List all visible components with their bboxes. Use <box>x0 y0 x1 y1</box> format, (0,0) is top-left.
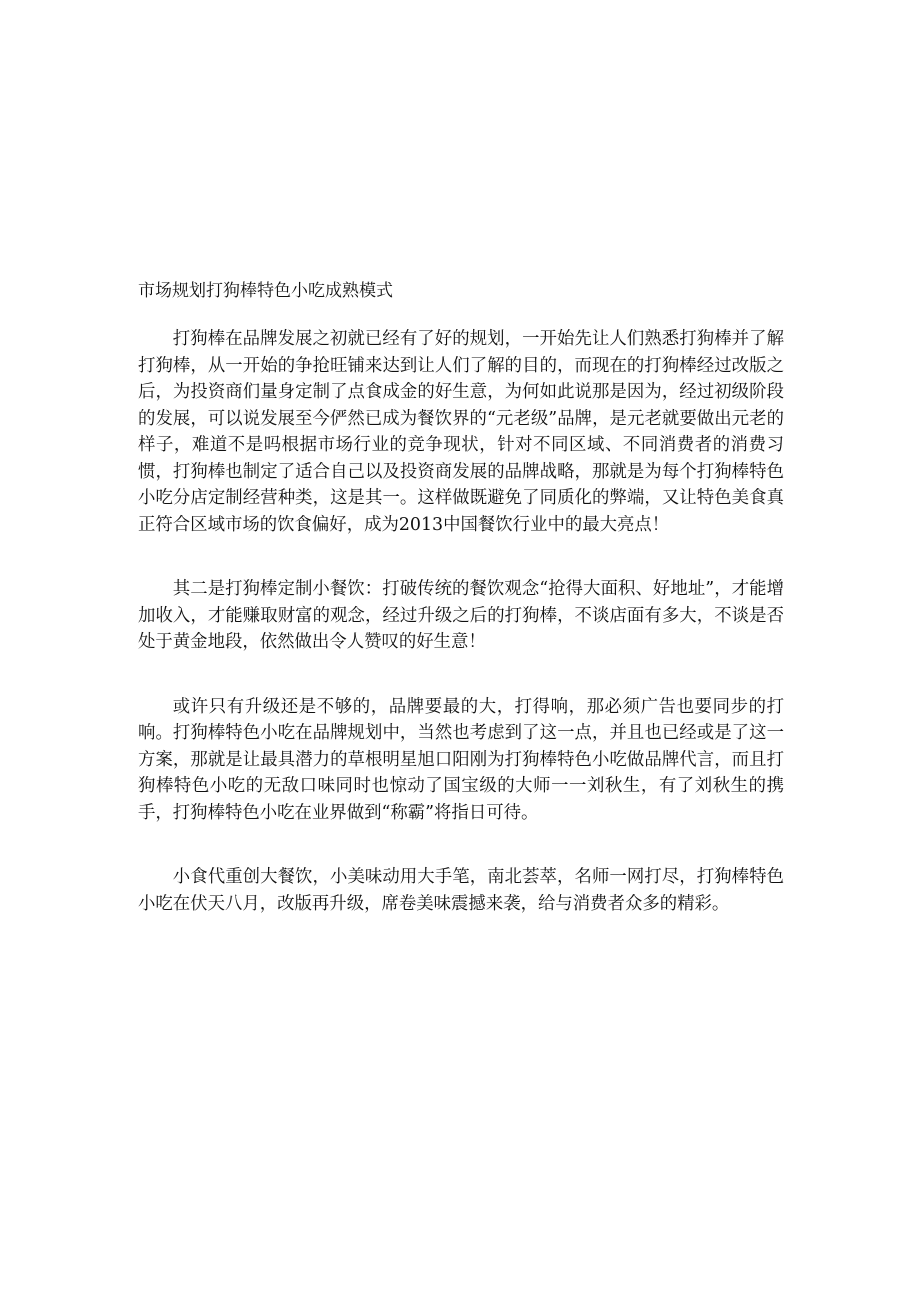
paragraph-upgrade: 小食代重创大餐饮，小美味动用大手笔，南北荟萃，名师一网打尽，打狗棒特色小吃在伏天八月，改版再升级，席卷美味震撼来袭，给与消费者众多的精彩。 <box>138 867 784 914</box>
paragraph-advertising: 或许只有升级还是不够的，品牌要最的大，打得响，那必须广告也要同步的打响。打狗棒特色小吃在品牌规划中，当然也考虑到了这一点，并且也已经或是了这一方案，那就是让最具潜力的草根明星旭口阳刚为打狗棒特色小吃做品牌代言，而且打狗棒特色小吃的无敌口味同时也惊动了国宝级的大师一一刘秋生，有了刘秋生的携手，打狗棒特色小吃在业界做到“称霸”将指日可待。 <box>138 696 784 823</box>
document-body <box>138 278 784 917</box>
document-title: 市场规划打狗棒特色小吃成熟模式 <box>138 281 393 301</box>
paragraph-small-restaurant: 其二是打狗棒定制小餐饮：打破传统的餐饮观念“抢得大面积、好地址”，才能增加收入，才能赚取财富的观念，经过升级之后的打狗棒，不谈店面有多大，不谈是否处于黄金地段，依然做出令人赞叹的好生意！ <box>138 579 784 652</box>
paragraph-branding-plan: 打狗棒在品牌发展之初就已经有了好的规划，一开始先让人们熟悉打狗棒并了解打狗棒，从一开始的争抢旺铺来达到让人们了解的目的，而现在的打狗棒经过改版之后，为投资商们量身定制了点食成金的好生意，为何如此说那是因为，经过初级阶段的发展，可以说发展至今俨然已成为餐饮界的“元老级”品牌，是元老就要做出元老的样子，难道不是吗根据市场行业的竞争现状，针对不同区域、不同消费者的消费习惯，打狗棒也制定了适合自己以及投资商发展的品牌战略，那就是为每个打狗棒特色小吃分店定制经营种类，这是其一。这样做既避免了同质化的弊端，又让特色美食真正符合区域市场的饮食偏好，成为2013中国餐饮行业中的最大亮点！ <box>138 329 784 535</box>
